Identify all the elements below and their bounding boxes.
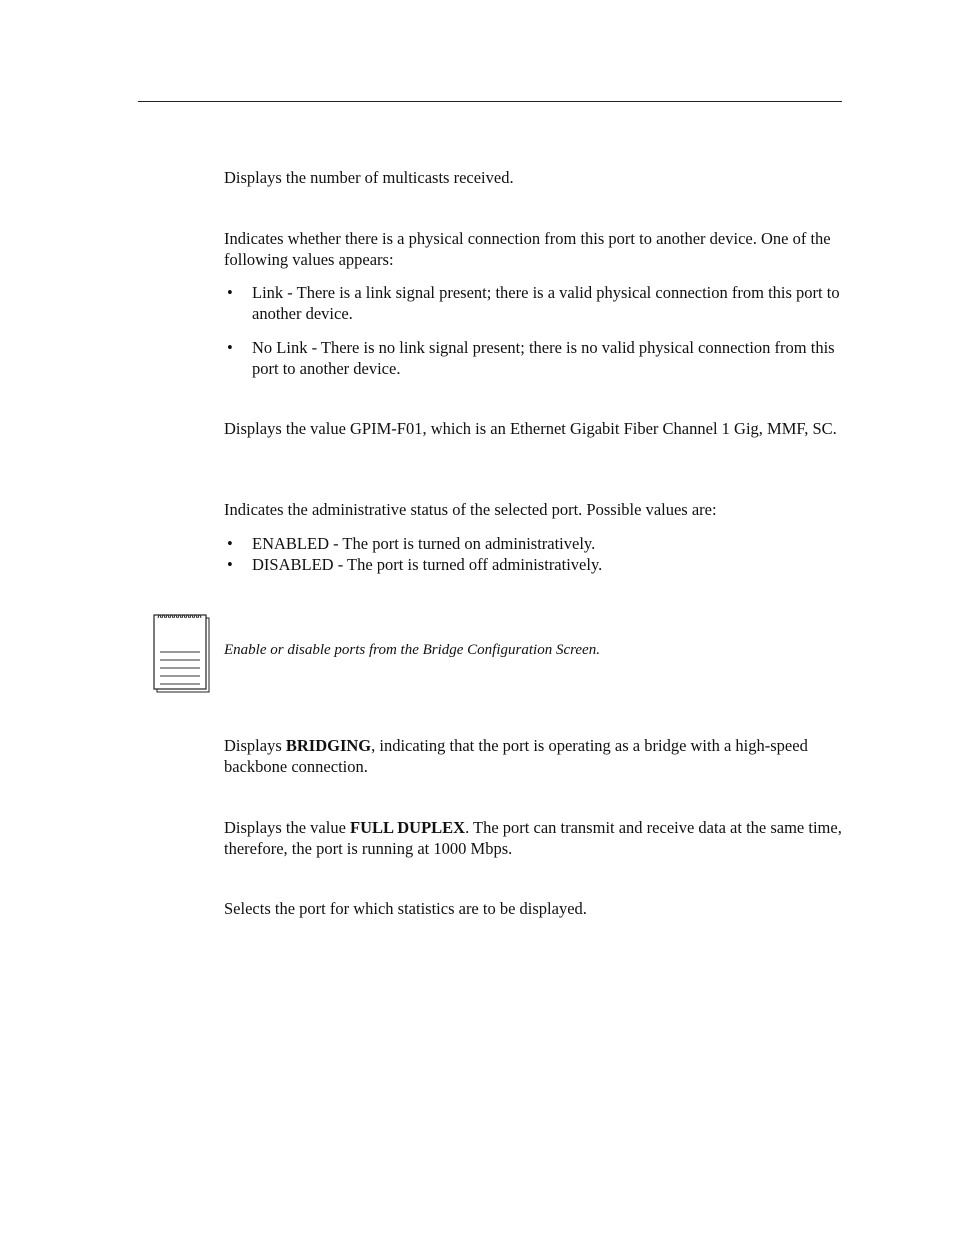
- duplex-description: [224, 818, 844, 859]
- link-status-description: Indicates whether there is a physical connection from this port to another device. One of the following values appears:: [224, 229, 831, 269]
- duplex-text-pre: Displays the value: [224, 818, 351, 837]
- duplex-text-post: . The port can transmit and receive data at the same time, therefore, the port is running at 1000 Mbps.: [224, 818, 842, 858]
- enabled-bullet-text: ENABLED - The port is turned on administratively.: [252, 534, 596, 553]
- bridging-text-post: , indicating that the port is operating as a bridge with a high-speed backbone connection.: [224, 736, 808, 776]
- bridging-value: BRIDGING: [285, 736, 372, 755]
- admin-status-description: Indicates the administrative status of the selected port. Possible values are:: [224, 500, 717, 519]
- note-text: Enable or disable ports from the Bridge Configuration Screen.: [224, 642, 600, 658]
- notepad-icon: [152, 610, 212, 694]
- header-rule: [138, 101, 842, 102]
- bridging-text-pre: Displays: [224, 736, 286, 755]
- bridging-description: [224, 736, 844, 777]
- duplex-value: FULL DUPLEX: [350, 818, 466, 837]
- select-port-description: Selects the port for which statistics are to be displayed.: [224, 899, 587, 918]
- multicasts-description: Displays the number of multicasts received.: [224, 168, 514, 187]
- bullet-glyph: •: [227, 555, 233, 574]
- gpim-description: Displays the value GPIM-F01, which is an Ethernet Gigabit Fiber Channel 1 Gig, MMF, SC.: [224, 419, 837, 438]
- bullet-glyph: •: [227, 534, 233, 553]
- no-link-bullet-text: No Link - There is no link signal present; there is no valid physical connection from this port to another device.: [252, 338, 835, 378]
- bullet-glyph: •: [227, 283, 233, 302]
- link-bullet-text: Link - There is a link signal present; there is a valid physical connection from this port to another device.: [252, 283, 840, 323]
- bullet-glyph: •: [227, 338, 233, 357]
- disabled-bullet-text: DISABLED - The port is turned off administratively.: [252, 555, 603, 574]
